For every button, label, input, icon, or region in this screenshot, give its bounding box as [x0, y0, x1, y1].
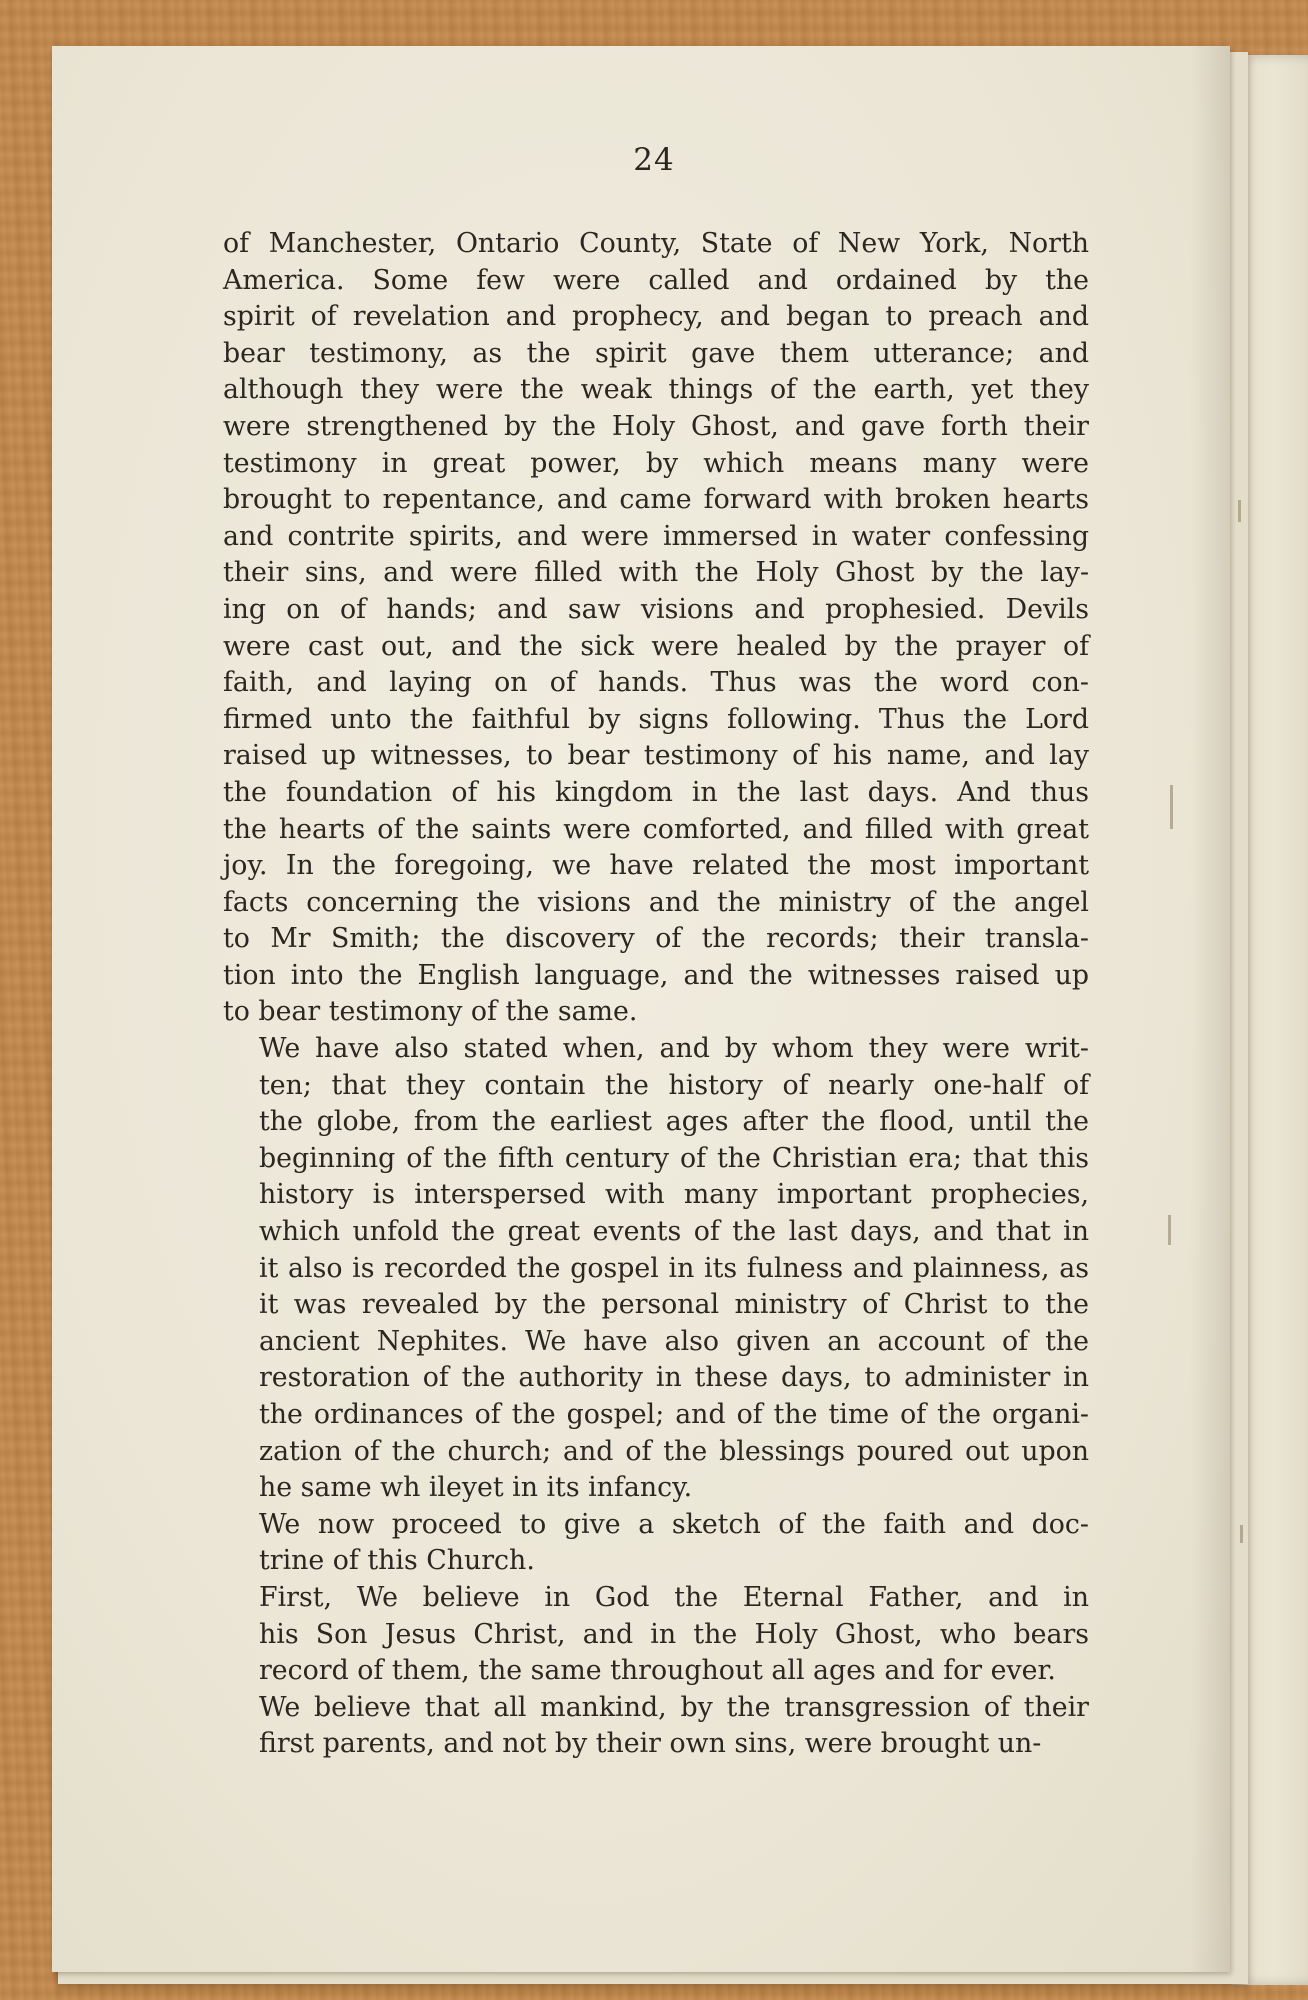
text-line: the globe, from the earliest ages after the flood, until the: [259, 1106, 1089, 1138]
text-line: it also is recorded the gospel in its fulness and plainness, as: [259, 1252, 1089, 1284]
margin-mark: [1240, 1525, 1243, 1543]
margin-mark: [1168, 1215, 1171, 1245]
text-line: of Manchester, Ontario County, State of New York, North: [223, 228, 1089, 259]
text-line: ing on of hands; and saw visions and prophesied. Devils: [223, 593, 1089, 625]
margin-mark: [1170, 785, 1173, 829]
text-line: We now proceed to give a sketch of the faith and doc-: [259, 1508, 1089, 1540]
text-line: facts concerning the visions and the ministry of the angel: [223, 886, 1089, 918]
text-line: beginning of the fifth century of the Christian era; that this: [259, 1142, 1089, 1174]
paragraph: [223, 1031, 1089, 1507]
text-line: joy. In the foregoing, we have related the most important: [223, 850, 1089, 882]
text-line: were cast out, and the sick were healed by the prayer of: [223, 630, 1089, 662]
text-line: the hearts of the saints were comforted, and filled with great: [223, 813, 1089, 845]
text-line: to Mr Smith; the discovery of the records; their transla-: [223, 923, 1089, 955]
page-number: 24: [633, 142, 675, 178]
text-line: zation of the church; and of the blessings poured out upon: [259, 1435, 1089, 1467]
paragraph: [223, 1507, 1089, 1580]
text-line: bear testimony, as the spirit gave them utterance; and: [223, 337, 1089, 369]
text-line: raised up witnesses, to bear testimony of his name, and lay: [223, 740, 1089, 772]
text-line: which unfold the great events of the last days, and that in: [259, 1216, 1089, 1248]
paragraph: [223, 1690, 1089, 1763]
text-line: ten; that they contain the history of nearly one-half of: [259, 1069, 1089, 1101]
text-line: firmed unto the faithful by signs following. Thus the Lord: [223, 703, 1089, 735]
text-line: the foundation of his kingdom in the last days. And thus: [223, 776, 1089, 808]
text-line: their sins, and were filled with the Holy Ghost by the lay-: [223, 557, 1089, 589]
text-line: America. Some few were called and ordained by the: [223, 264, 1089, 296]
text-line: We believe that all mankind, by the transgression of their: [259, 1691, 1089, 1723]
text-line: restoration of the authority in these days, to administer in: [259, 1362, 1089, 1394]
text-line: faith, and laying on of hands. Thus was the word con-: [223, 667, 1089, 699]
paragraph: [223, 226, 1089, 1031]
text-line: his Son Jesus Christ, and in the Holy Ghost, who bears: [259, 1618, 1089, 1650]
text-line: it was revealed by the personal ministry of Christ to the: [259, 1289, 1089, 1321]
text-line: he same wh ileyet in its infancy.: [259, 1472, 693, 1504]
text-line: record of them, the same throughout all ages and for ever.: [259, 1655, 1056, 1687]
text-line: ancient Nephites. We have also given an account of the: [259, 1325, 1089, 1357]
text-line: We have also stated when, and by whom they were writ-: [259, 1033, 1089, 1065]
text-line: the ordinances of the gospel; and of the time of the organi-: [259, 1399, 1089, 1430]
text-line: to bear testimony of the same.: [223, 996, 638, 1028]
text-line: testimony in great power, by which means many were: [223, 447, 1089, 479]
text-line: although they were the weak things of the earth, yet they: [223, 374, 1089, 406]
text-line: trine of this Church.: [259, 1545, 535, 1577]
text-line: brought to repentance, and came forward with broken hearts: [223, 484, 1089, 516]
body-text: [223, 226, 1089, 1763]
margin-mark: [1238, 500, 1241, 522]
text-line: spirit of revelation and prophecy, and began to preach and: [223, 301, 1089, 333]
text-line: were strengthened by the Holy Ghost, and gave forth their: [223, 410, 1089, 442]
text-line: tion into the English language, and the witnesses raised up: [223, 959, 1089, 991]
paragraph: [223, 1580, 1089, 1690]
text-line: first parents, and not by their own sins, were brought un-: [259, 1728, 1042, 1760]
text-line: history is interspersed with many important prophecies,: [259, 1179, 1089, 1211]
text-line: and contrite spirits, and were immersed in water confessing: [223, 520, 1089, 552]
gutter-shadow: [1190, 46, 1230, 1972]
text-line: First, We believe in God the Eternal Father, and in: [259, 1581, 1089, 1613]
